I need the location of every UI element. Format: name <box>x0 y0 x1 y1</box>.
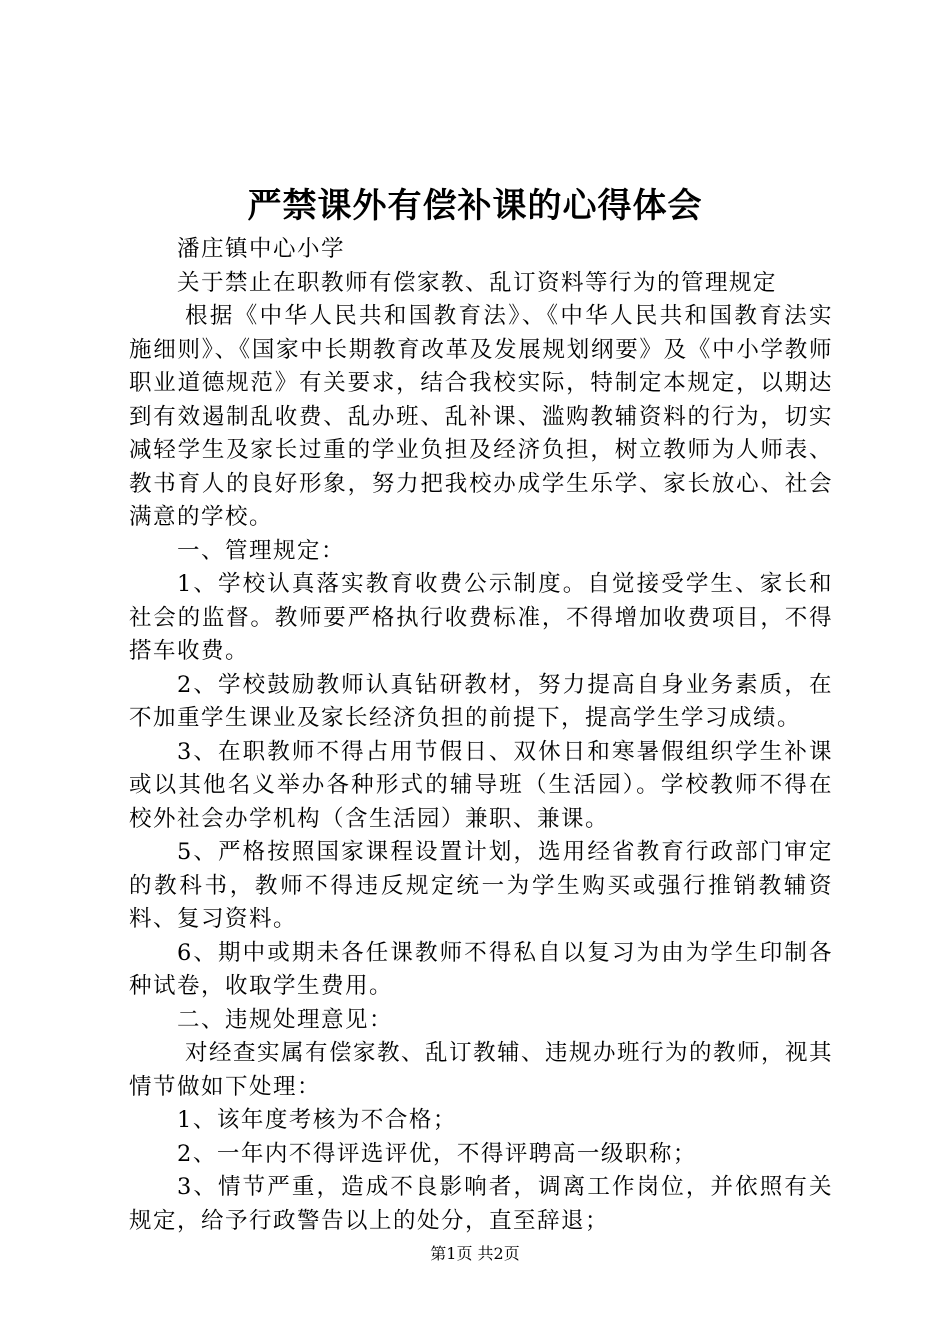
paragraph-rule-2: 2、学校鼓励教师认真钻研教材，努力提高自身业务素质，在不加重学生课业及家长经济负担的前提下，提高学生学习成绩。 <box>129 671 833 731</box>
paragraph-penalty-1: 1、该年度考核为不合格； <box>177 1107 457 1133</box>
paragraph-penalty-intro: 对经查实属有偿家教、乱订教辅、违规办班行为的教师，视其情节做如下处理： <box>129 1040 834 1100</box>
document-title: 严禁课外有偿补课的心得体会 <box>247 186 703 226</box>
paragraph-rule-6: 6、期中或期未各任课教师不得私自以复习为由为学生印制各种试卷，收取学生费用。 <box>129 939 833 999</box>
paragraph-rule-1: 1、学校认真落实教育收费公示制度。自觉接受学生、家长和社会的监督。教师要严格执行收费标准，不得增加收费项目，不得搭车收费。 <box>129 571 833 664</box>
paragraph-regulation-title: 关于禁止在职教师有偿家教、乱订资料等行为的管理规定 <box>177 269 778 296</box>
paragraph-section-1-heading: 一、管理规定： <box>177 537 346 564</box>
paragraph-basis: 根据《中华人民共和国教育法》、《中华人民共和国教育法实施细则》、《国家中长期教育改革及发展规划纲要》及《中小学教师职业道德规范》有关要求，结合我校实际，特制定本规定，以期达到有效遏制乱收费、乱办班、乱补课、滥购教辅资料的行为，切实减轻学生及家长过重的学业负担及经济负担，树立教师为人师表、教书育人的良好形象，努力把我校办成学生乐学、家长放心、社会满意的学校。 <box>129 303 833 530</box>
page-number-footer: 第1页 共2页 <box>430 1244 520 1263</box>
document-body <box>129 233 833 1238</box>
paragraph-penalty-3: 3、情节严重，造成不良影响者，调离工作岗位，并依照有关规定，给予行政警告以上的处分，直至辞退； <box>129 1174 833 1234</box>
paragraph-section-2-heading: 二、违规处理意见： <box>177 1006 394 1033</box>
paragraph-rule-5: 5、严格按照国家课程设置计划，选用经省教育行政部门审定的教科书，教师不得违反规定统一为学生购买或强行推销教辅资料、复习资料。 <box>129 839 833 932</box>
paragraph-school-name: 潘庄镇中心小学 <box>177 236 346 262</box>
paragraph-rule-3: 3、在职教师不得占用节假日、双休日和寒暑假组织学生补课或以其他名义举办各种形式的辅导班（生活园）。学校教师不得在校外社会办学机构（含生活园）兼职、兼课。 <box>129 738 833 832</box>
paragraph-penalty-2: 2、一年内不得评选评优，不得评聘高一级职称； <box>177 1140 697 1167</box>
